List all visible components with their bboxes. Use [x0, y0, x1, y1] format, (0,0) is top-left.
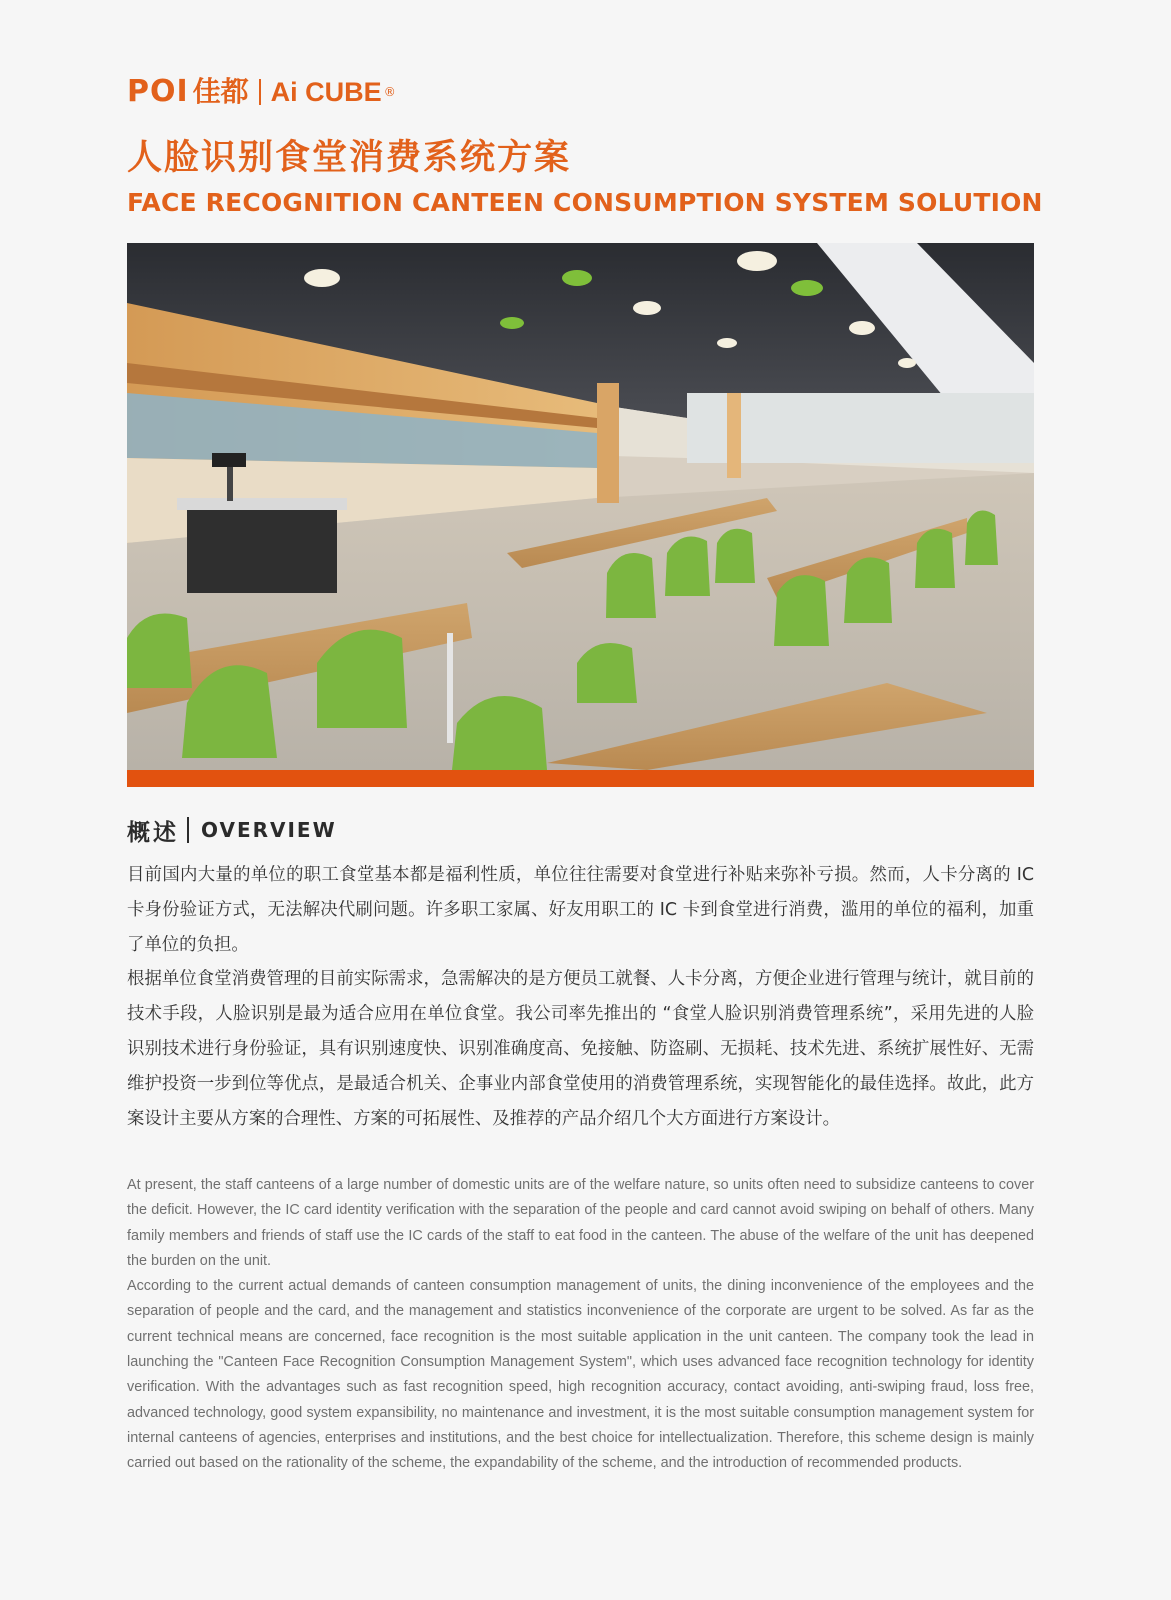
logo-product-text: Ai CUBE	[270, 77, 382, 107]
overview-body-cn	[127, 858, 1034, 1136]
overview-paragraph-cn-2: 根据单位食堂消费管理的目前实际需求，急需解决的是方便员工就餐、人卡分离，方便企业进行管理与统计，就目前的技术手段，人脸识别是最为适合应用在单位食堂。我公司率先推出的 “食堂人脸识别消费管理系统”，采用先进的人脸识别技术进行身份验证，具有识别速度快、识别准确度高、免接触、防盗刷、无损耗、技术先进、系统扩展性好、无需维护投资一步到位等优点，是最适合机关、企事业内部食堂使用的消费管理系统，实现智能化的最佳选择。故此，此方案设计主要从方案的合理性、方案的可拓展性、及推荐的产品介绍几个大方面进行方案设计。	[127, 969, 1034, 1129]
registered-mark: ®	[383, 85, 396, 99]
brand-logo	[127, 74, 396, 110]
overview-paragraph-en-2: According to the current actual demands of canteen consumption management of units, the dining inconvenience of the employees and the separation of people and the card, and the management and statistics inconvenience of the corporate are urgent to be solved. As far as the current technical means are concerned, face recognition is the most suitable application in the unit canteen. The company took the lead in launching the "Canteen Face Recognition Consumption Management System", which uses advanced face recognition technology for identity verification. With the advantages such as fast recognition speed, high recognition accuracy, contact avoiding, anti-swiping fraud, loss free, advanced technology, good system expansibility, no maintenance and investment, it is the most suitable consumption management system for internal canteens of agencies, enterprises and institutions, and the best choice for intellectualization. Therefore, this scheme design is mainly carried out based on the rationality of the scheme, the expandability of the scheme, and the introduction of recommended products.	[127, 1278, 1034, 1472]
overview-heading	[127, 814, 337, 846]
canteen-photo	[127, 243, 1034, 770]
logo-divider	[259, 79, 261, 105]
overview-heading-divider	[187, 817, 189, 843]
canteen-photo-illustration	[127, 243, 1034, 770]
overview-heading-cn: 概述	[127, 819, 179, 846]
logo-poi-text: POI	[127, 74, 189, 109]
page-title-cn: 人脸识别食堂消费系统方案	[127, 138, 572, 178]
logo-cn-text: 佳都	[192, 75, 249, 108]
overview-paragraph-cn-1: 目前国内大量的单位的职工食堂基本都是福利性质，单位往往需要对食堂进行补贴来弥补亏损。然而，人卡分离的 IC 卡身份验证方式，无法解决代刷问题。许多职工家属、好友用职工的 IC 卡到食堂进行消费，滥用的单位的福利，加重了单位的负担。	[127, 865, 1034, 955]
overview-heading-en: OVERVIEW	[201, 818, 337, 842]
page-title-en: FACE RECOGNITION CANTEEN CONSUMPTION SYSTEM SOLUTION	[127, 188, 1043, 217]
photo-accent-bar	[127, 770, 1034, 787]
overview-body-en	[127, 1173, 1034, 1477]
overview-paragraph-en-1: At present, the staff canteens of a large number of domestic units are of the welfare nature, so units often need to subsidize canteens to cover the deficit. However, the IC card identity verification with the separation of the people and card cannot avoid swiping on behalf of others. Many family members and friends of staff use the IC cards of the staff to eat food in the canteen. The abuse of the welfare of the unit has deepened the burden on the unit.	[127, 1177, 1034, 1269]
